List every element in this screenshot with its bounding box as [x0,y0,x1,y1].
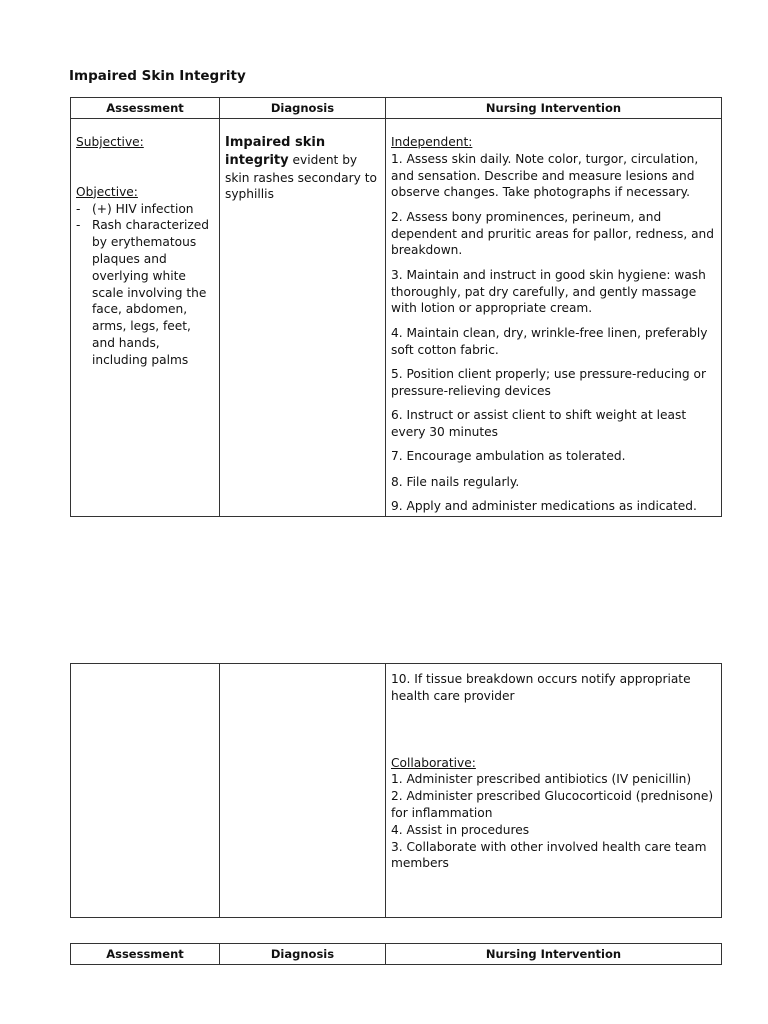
list-item: 2. Administer prescribed Glucocorticoid (prednisone) for inflammation [391,789,714,820]
diagnosis-text: evident by skin rashes secondary to syphillis [225,152,377,202]
care-plan-table-2 [70,663,722,918]
list-item: 3. Maintain and instruct in good skin hygiene: wash thoroughly, pat dry carefully, and gently massage with lotion or appropriate cream. [391,267,706,316]
list-item: 9. Apply and administer medications as indicated. [391,498,697,513]
care-plan-table-1 [70,97,722,517]
list-item: 4. Maintain clean, dry, wrinkle-free linen, preferably soft cotton fabric. [391,325,708,357]
table-row [71,119,722,517]
diagnosis-cell [220,119,386,517]
diagnosis-cell [220,664,386,918]
intervention-cell [386,664,722,918]
header-assessment: Assessment [71,944,220,965]
table-row [71,664,722,918]
list-item: 2. Assess bony prominences, perineum, and dependent and pruritic areas for pallor, redness, and breakdown. [391,209,715,258]
list-item: - Rash characterized by erythematous plaques and overlying white scale involving the face, abdomen, arms, legs, feet, and hands, including palms [76,218,209,367]
header-nursing-intervention: Nursing Intervention [386,944,722,965]
list-item: 8. File nails regularly. [391,475,520,490]
assessment-cell [71,664,220,918]
objective-label: Objective: [76,184,138,199]
assessment-cell [71,119,220,517]
header-assessment: Assessment [71,98,220,119]
list-item: 1. Administer prescribed antibiotics (IV penicillin) [391,772,692,787]
list-item: 7. Encourage ambulation as tolerated. [391,449,626,464]
collaborative-label: Collaborative: [391,755,476,770]
list-item: 5. Position client properly; use pressure-reducing or pressure-relieving devices [391,366,707,398]
intervention-cell [386,119,722,517]
list-item: 10. If tissue breakdown occurs notify appropriate health care provider [391,672,691,703]
list-item: - (+) HIV infection [76,201,194,216]
header-row [71,98,722,119]
subjective-label: Subjective: [76,135,144,149]
list-item: 1. Assess skin daily. Note color, turgor, circulation, and sensation. Describe and measure lesions and observe changes. Take photographs if necessary. [391,151,699,200]
page-title: Impaired Skin Integrity [69,68,246,84]
list-item: 6. Instruct or assist client to shift weight at least every 30 minutes [391,408,687,439]
header-nursing-intervention: Nursing Intervention [386,98,722,119]
care-plan-table-3 [70,943,722,965]
header-diagnosis: Diagnosis [220,98,386,119]
header-row [71,944,722,965]
list-item: 3. Collaborate with other involved health care team members [391,839,707,871]
header-diagnosis: Diagnosis [220,944,386,965]
independent-label: Independent: [391,135,473,149]
list-item: 4. Assist in procedures [391,822,530,837]
diagnosis-bold: Impaired skin integrity [225,135,326,168]
